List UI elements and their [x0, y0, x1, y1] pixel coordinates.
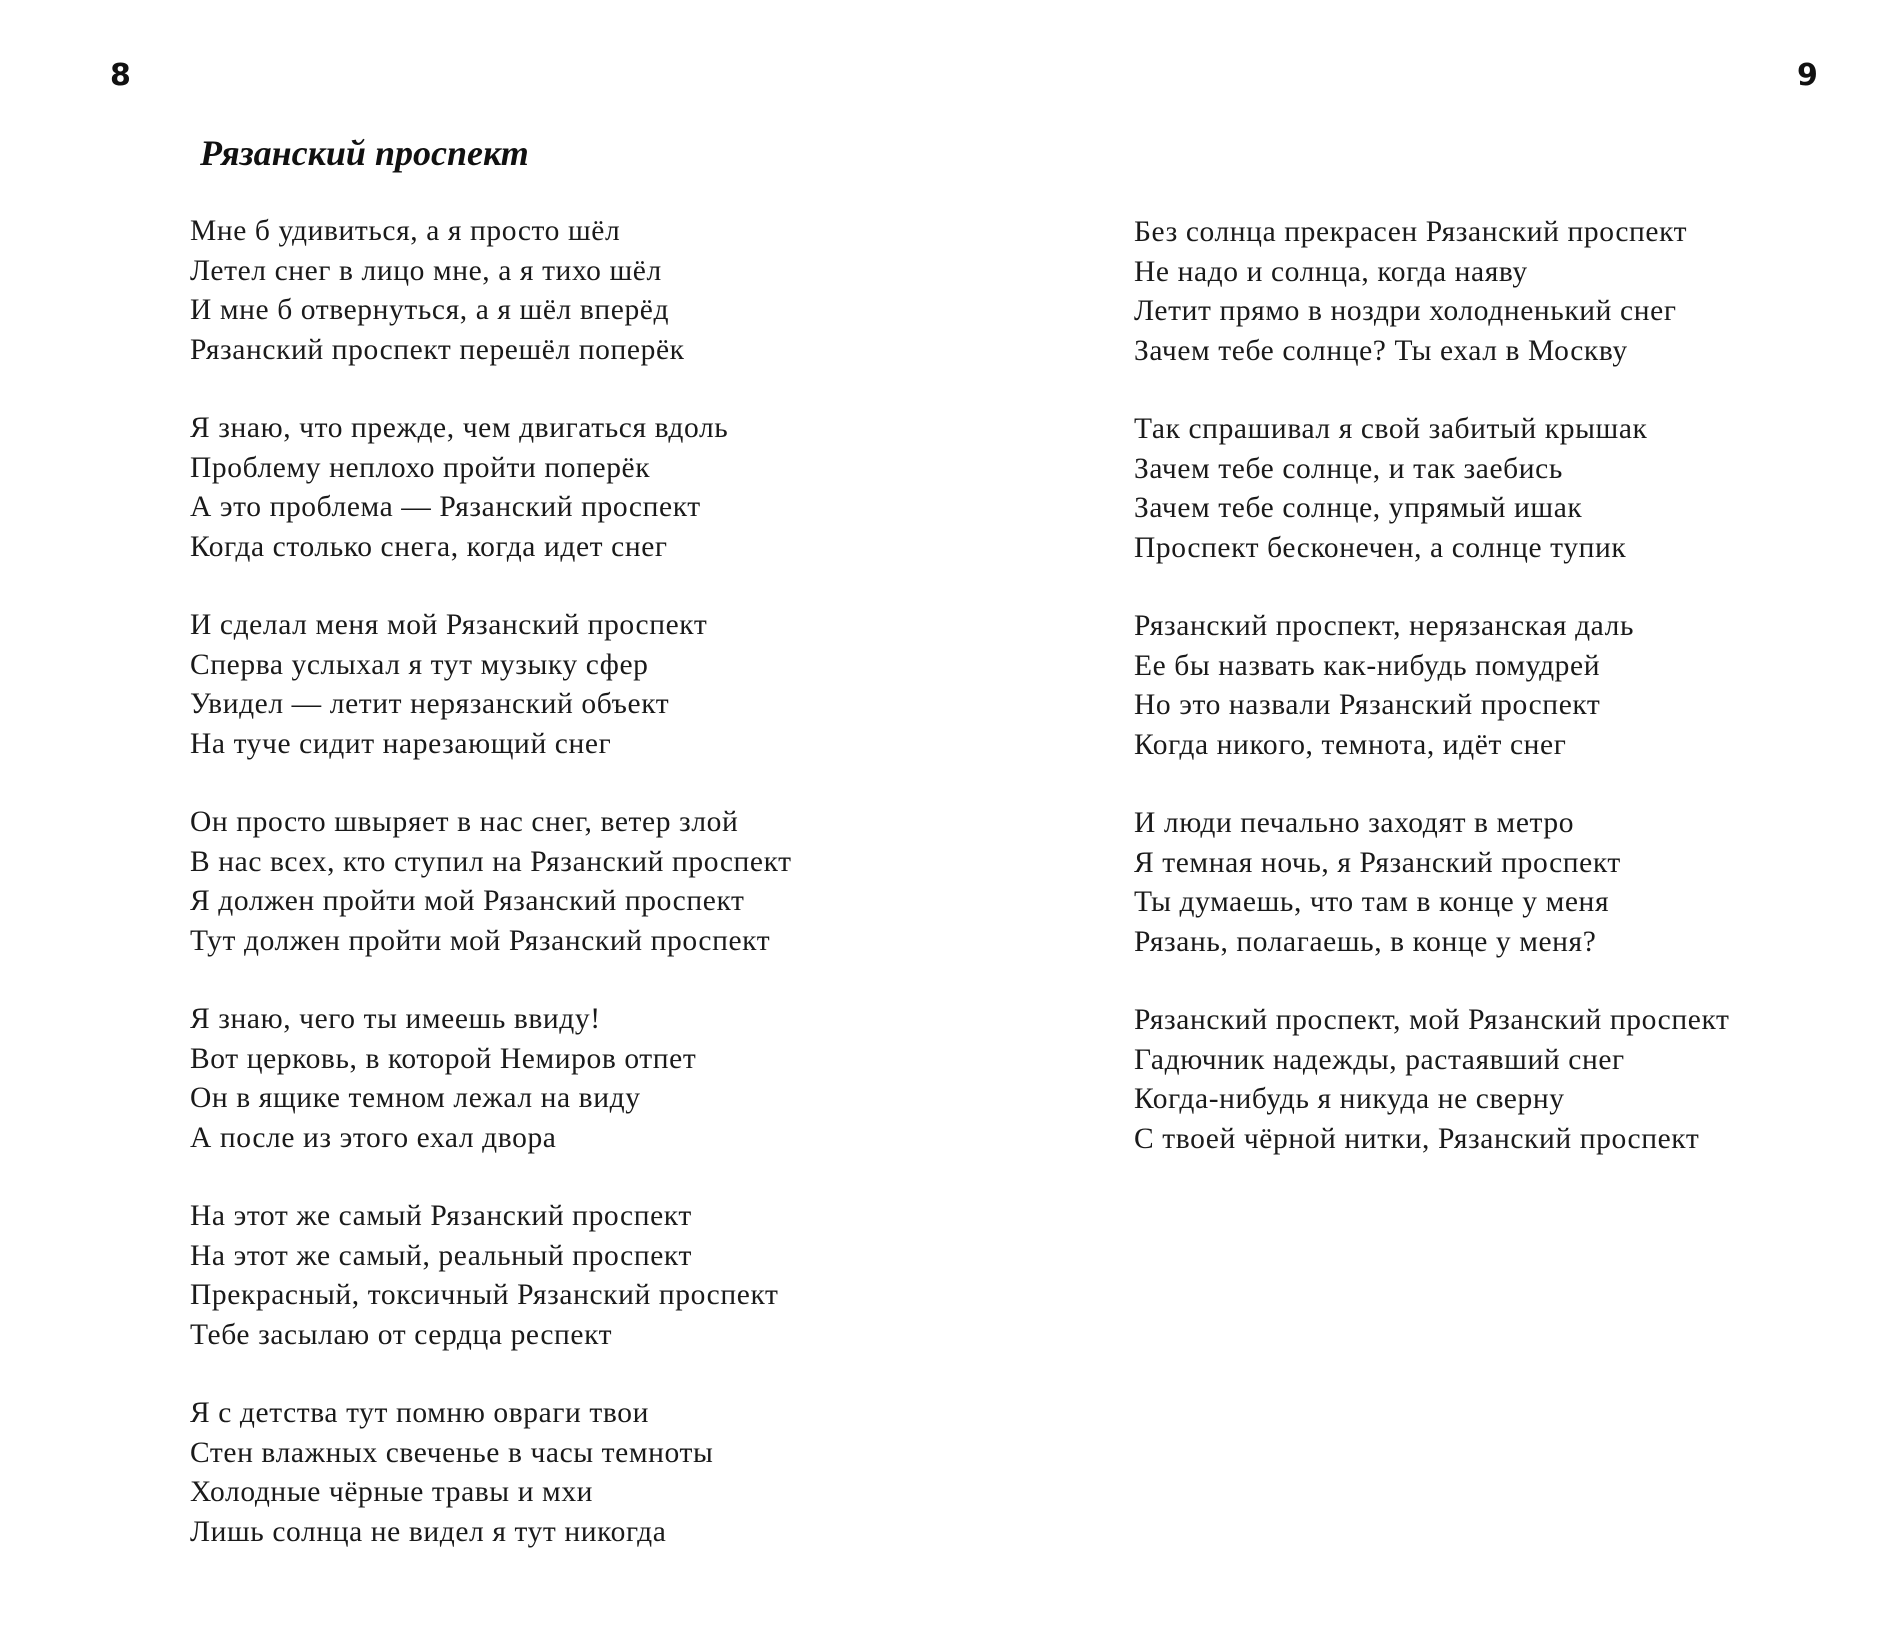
poem-line: Летел снег в лицо мне, а я тихо шёл: [190, 254, 662, 287]
poem-line: Проспект бесконечен, а солнце тупик: [1134, 531, 1627, 564]
poem-line: Но это назвали Рязанский проспект: [1134, 689, 1601, 721]
poem-line: Рязань, полагаешь, в конце у меня?: [1134, 925, 1597, 958]
poem-line: И сделал меня мой Рязанский проспект: [190, 609, 708, 641]
stanza: [190, 606, 792, 764]
poem-column-right: [1134, 213, 1730, 1198]
poem-line: Так спрашивал я свой забитый крышак: [1134, 413, 1648, 445]
stanza: [1134, 410, 1730, 568]
poem-line: Увидел — летит нерязанский объект: [190, 688, 670, 720]
poem-line: Зачем тебе солнце, и так заебись: [1134, 452, 1563, 485]
poem-line: Зачем тебе солнце? Ты ехал в Москву: [1134, 334, 1628, 367]
poem-line: Стен влажных свеченье в часы темноты: [190, 1436, 714, 1469]
stanza: [190, 212, 792, 370]
poem-line: Тут должен пройти мой Рязанский проспект: [190, 924, 771, 957]
poem-line: Ее бы назвать как-нибудь помудрей: [1134, 649, 1601, 682]
poem-column-left: [190, 212, 792, 1591]
poem-line: Рязанский проспект, мой Рязанский проспект: [1134, 1004, 1730, 1036]
poem-title: Рязанский проспект: [200, 133, 529, 173]
poem-line: Ты думаешь, что там в конце у меня: [1134, 886, 1610, 918]
stanza: [1134, 607, 1730, 765]
poem-line: Прекрасный, токсичный Рязанский проспект: [190, 1279, 779, 1311]
poem-line: Холодные чёрные травы и мхи: [190, 1476, 594, 1508]
poem-line: Я темная ночь, я Рязанский проспект: [1134, 846, 1621, 879]
poem-line: Зачем тебе солнце, упрямый ишак: [1134, 492, 1583, 524]
poem-line: Когда никого, темнота, идёт снег: [1134, 728, 1567, 761]
stanza: [1134, 1001, 1730, 1159]
poem-line: А после из этого ехал двора: [190, 1121, 557, 1154]
stanza: [1134, 804, 1730, 962]
poem-line: Когда-нибудь я никуда не сверну: [1134, 1083, 1565, 1115]
poem-line: Рязанский проспект, нерязанская даль: [1134, 610, 1635, 642]
poem-line: Лишь солнца не видел я тут никогда: [190, 1515, 667, 1548]
poem-line: Сперва услыхал я тут музыку сфер: [190, 648, 649, 681]
poem-line: На этот же самый Рязанский проспект: [190, 1200, 692, 1232]
poem-line: Вот церковь, в которой Немиров отпет: [190, 1042, 697, 1075]
poem-line: Когда столько снега, когда идет снег: [190, 530, 668, 563]
stanza: [190, 1197, 792, 1355]
stanza: [1134, 213, 1730, 371]
poem-line: Без солнца прекрасен Рязанский проспект: [1134, 216, 1688, 248]
poem-line: Я знаю, чего ты имеешь ввиду!: [190, 1003, 601, 1035]
stanza: [190, 1394, 792, 1552]
poem-line: Не надо и солнца, когда наяву: [1134, 255, 1528, 288]
poem-line: На туче сидит нарезающий снег: [190, 727, 612, 760]
stanza: [190, 409, 792, 567]
poem-line: На этот же самый, реальный проспект: [190, 1239, 692, 1272]
stanza: [190, 1000, 792, 1158]
poem-line: Рязанский проспект перешёл поперёк: [190, 333, 685, 366]
poem-line: Тебе засылаю от сердца респект: [190, 1318, 613, 1351]
poem-line: Мне б удивиться, а я просто шёл: [190, 215, 621, 247]
page-number-left: 8: [110, 58, 131, 93]
poem-line: Он в ящике темном лежал на виду: [190, 1082, 641, 1114]
poem-line: С твоей чёрной нитки, Рязанский проспект: [1134, 1122, 1700, 1155]
poem-line: А это проблема — Рязанский проспект: [190, 491, 701, 523]
poem-line: Он просто швыряет в нас снег, ветер злой: [190, 806, 739, 838]
poem-line: И люди печально заходят в метро: [1134, 807, 1575, 839]
poem-line: В нас всех, кто ступил на Рязанский проспект: [190, 845, 792, 878]
poem-line: Я с детства тут помню овраги твои: [190, 1397, 649, 1429]
stanza: [190, 803, 792, 961]
poem-line: Гадючник надежды, растаявший снег: [1134, 1043, 1625, 1076]
poem-line: Я знаю, что прежде, чем двигаться вдоль: [190, 412, 729, 444]
poem-line: И мне б отвернуться, а я шёл вперёд: [190, 294, 670, 326]
page-number-right: 9: [1797, 58, 1818, 93]
poem-line: Проблему неплохо пройти поперёк: [190, 451, 651, 484]
poem-line: Я должен пройти мой Рязанский проспект: [190, 885, 745, 917]
poem-line: Летит прямо в ноздри холодненький снег: [1134, 295, 1677, 327]
